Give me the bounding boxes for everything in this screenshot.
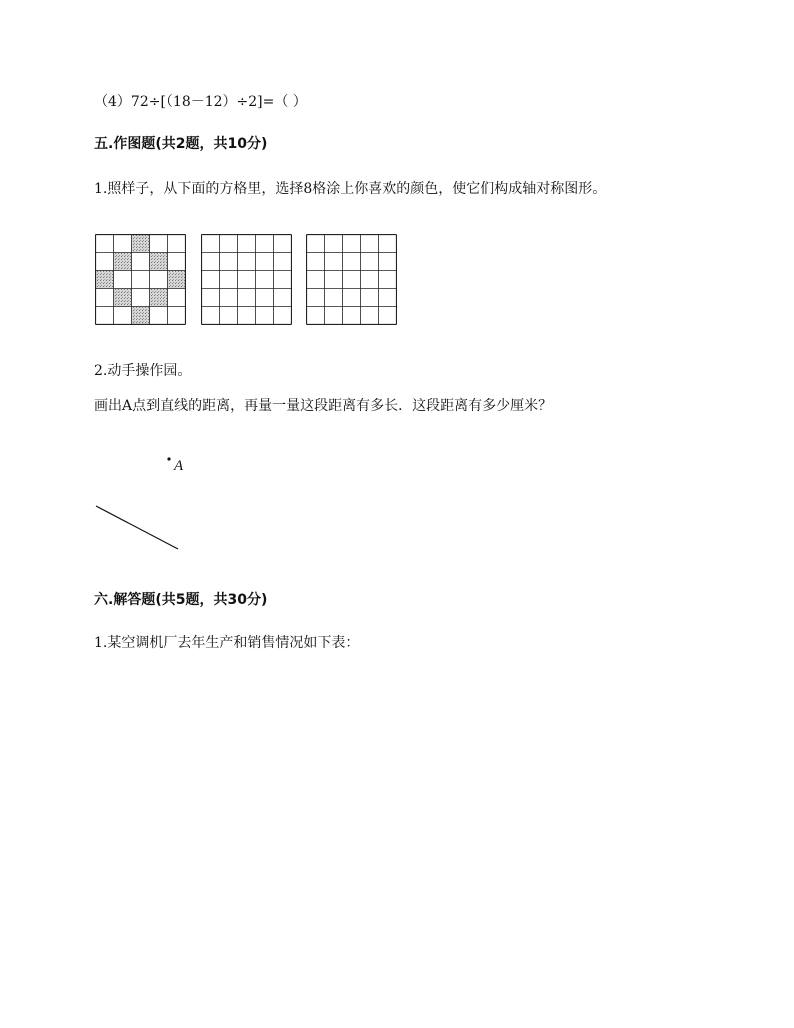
section5-q2-title: 2.动手操作园。: [94, 363, 192, 379]
section5-q1-text: 1.照样子，从下面的方格里，选择8格涂上你喜欢的颜色，使它们构成轴对称图形。: [94, 181, 607, 197]
section6-heading: 六.解答题(共5题，共30分): [94, 592, 268, 608]
shaded-cell: [114, 289, 132, 307]
shaded-cell: [96, 271, 114, 289]
q4-expression: （4）72÷[（18－12）÷2]=（ ）: [94, 94, 307, 110]
section5-heading: 五.作图题(共2题，共10分): [94, 136, 268, 152]
shaded-cell: [132, 235, 150, 253]
shaded-cell: [168, 271, 186, 289]
shaded-cell: [150, 253, 168, 271]
shaded-cell: [114, 253, 132, 271]
given-line: [96, 506, 178, 549]
section5-q2-text: 画出A点到直线的距离，再量一量这段距离有多长．这段距离有多少厘米？: [94, 398, 553, 414]
section6-q1-text: 1.某空调机厂去年生产和销售情况如下表：: [94, 635, 360, 651]
blank-grid-2: [306, 234, 396, 324]
geometry-figure: [90, 450, 200, 564]
point-a-label: A: [174, 458, 184, 474]
point-a-dot: [167, 457, 170, 460]
shaded-cell: [150, 289, 168, 307]
blank-grid-1: [201, 234, 291, 324]
shaded-cell: [132, 307, 150, 325]
example-grid: [95, 234, 185, 324]
